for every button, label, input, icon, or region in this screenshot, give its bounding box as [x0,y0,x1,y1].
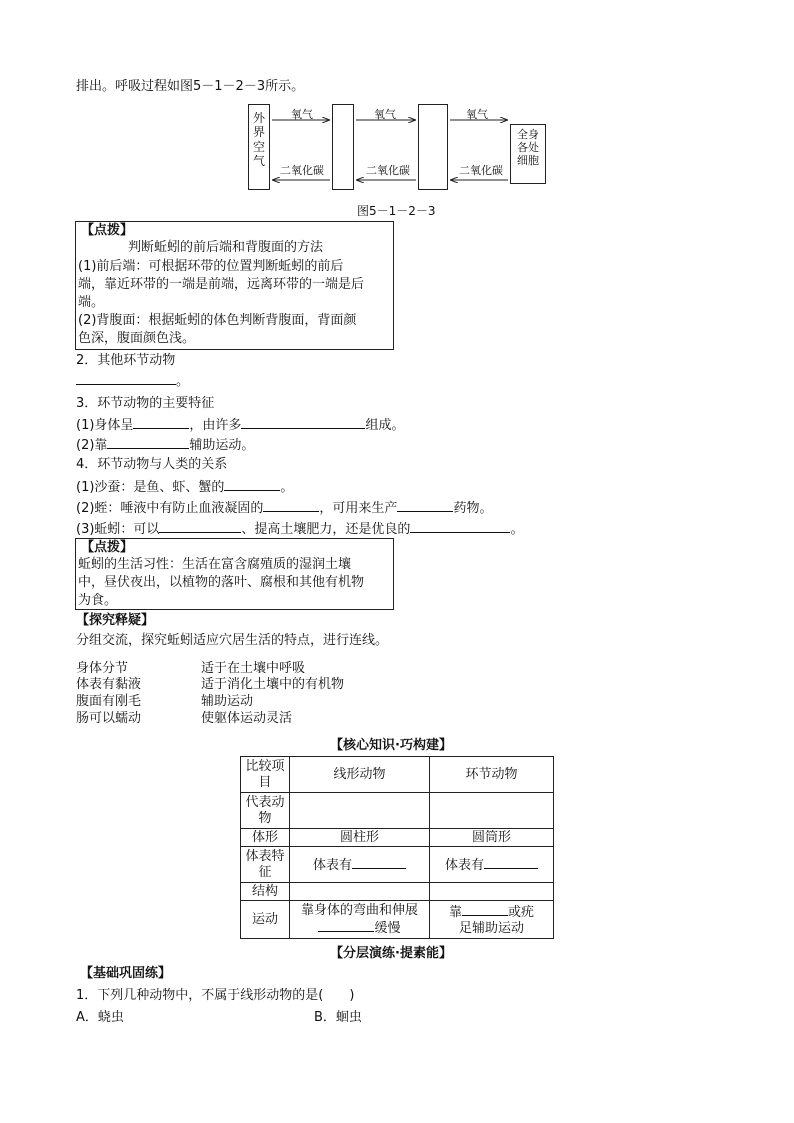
sec4-l3-text-c: 。 [510,522,524,537]
outside-air-label: 外界空气 [252,111,265,169]
match-right-3[interactable]: 辅助运动 [201,694,254,709]
explore-instruction: 分组交流，探究蚯蚓适应穴居生活的特点，进行连线。 [76,633,389,648]
match-right-1[interactable]: 适于在土壤中呼吸 [201,661,306,676]
sec4-l1-text-a: (1)沙蚕：是鱼、虾、蟹的 [76,480,225,495]
cell-annelid-structure[interactable] [430,883,554,901]
question-1: 1．下列几种动物中，不属于线形动物的是( ) [76,988,355,1003]
header-cell-nematode: 线形动物 [290,757,430,793]
row-label-structure: 结构 [241,883,290,901]
motion-b-text-b: 或疣 [508,904,535,920]
tip2-line-2: 中，昼伏夜出，以植物的落叶、腐根和其他有机物 [78,575,365,590]
sec3-title: 3．环节动物的主要特征 [76,396,215,411]
sec4-line-1 [76,478,293,496]
table-row [241,829,554,847]
explore-heading: 【探究释疑】 [76,613,155,628]
co2-label-2: 二氧化碳 [366,164,410,177]
core-heading: 【核心知识·巧构建】 [330,738,452,753]
cell-nematode-shape: 圆柱形 [290,829,430,847]
header-cell-item: 比较项目 [241,757,290,793]
tip2-line-1: 蚯蚓的生活习性：生活在富含腐殖质的湿润土壤 [78,557,352,572]
practice-subheading: 【基础巩固练】 [80,966,172,981]
sec4-l2-text-c: 药物。 [453,501,493,516]
row-label-surface: 体表特征 [241,847,290,883]
sec3-l2-text-b: 辅助运动。 [189,438,255,453]
sec4-l3-text-a: (3)蚯蚓：可以 [76,522,160,537]
oxygen-label-1: 氧气 [291,108,313,121]
sec4-l1-text-b: 。 [280,480,294,495]
cell-nematode-motion [290,901,430,939]
cell-annelid-surface [430,847,554,883]
match-left-4[interactable]: 肠可以蠕动 [76,711,142,726]
motion-blank-a[interactable] [318,919,374,932]
match-left-3[interactable]: 腹面有刚毛 [76,694,142,709]
surface-blank-b[interactable] [484,856,538,869]
sec4-l3-text-b: 、提高土壤肥力，还是优良的 [241,522,411,537]
match-left-2[interactable]: 体表有黏液 [76,677,142,692]
sec3-l1-text-c: 组成。 [365,418,405,433]
cell-annelid-motion [430,901,554,939]
match-left-1[interactable]: 身体分节 [76,661,129,676]
sec3-line-1 [76,416,404,434]
motion-blank-b[interactable] [462,903,508,916]
tip1-line-2: 端，靠近环带的一端是前端，远离环带的一端是后 [78,277,365,292]
sec2-end: 。 [176,374,190,389]
tip1-line-4: (2)背腹面：根据蚯蚓的体色判断背腹面，背面颜 [78,313,357,328]
sec4-blank-2[interactable] [263,499,319,512]
diagram-arrows [0,0,794,220]
motion-b-text-a: 靠 [448,904,462,920]
sec3-line-2 [76,436,254,454]
sec4-blank-5[interactable] [410,520,510,533]
table-row [241,793,554,829]
tip2-line-3: 为食。 [78,593,118,608]
match-right-4[interactable]: 使躯体运动灵活 [201,711,293,726]
sec4-line-2 [76,499,492,517]
sec3-l1-text-b: ，由许多 [189,418,242,433]
tip1-line-1: (1)前后端：可根据环带的位置判断蚯蚓的前后 [78,259,344,274]
sec2-title: 2．其他环节动物 [76,353,176,368]
table-row [241,883,554,901]
option-a[interactable]: A．蛲虫 [76,1010,124,1025]
surface-text-a: 体表有 [312,857,352,873]
tip1-title: 判断蚯蚓的前后端和背腹面的方法 [128,240,324,255]
diagram-caption: 图5－1－2－3 [357,204,436,218]
tip1-line-5: 色深，腹面颜色浅。 [78,331,196,346]
body-cells-label: 全身各处细胞 [517,128,539,168]
match-right-2[interactable]: 适于消化土壤中的有机物 [201,677,345,692]
practice-heading: 【分层演练·提素能】 [330,946,452,961]
surface-blank-a[interactable] [352,856,406,869]
tip1-heading: 【点拨】 [81,223,134,238]
row-label-motion: 运动 [241,901,290,939]
option-b[interactable]: B．蛔虫 [314,1010,362,1025]
sec4-blank-4[interactable] [159,520,241,533]
tip-box-2 [75,538,394,610]
table-row [241,847,554,883]
sec4-blank-1[interactable] [224,478,280,491]
sec3-l1-text-a: (1)身体呈 [76,418,134,433]
sec4-title: 4．环节动物与人类的关系 [76,457,228,472]
co2-label-1: 二氧化碳 [280,164,324,177]
surface-text-b: 体表有 [444,857,484,873]
cell-nematode-surface [290,847,430,883]
cell-nematode-representative[interactable] [290,793,430,829]
cell-annelid-representative[interactable] [430,793,554,829]
tip1-line-3: 端。 [78,295,105,310]
oxygen-label-2: 氧气 [374,108,396,121]
cell-nematode-structure[interactable] [290,883,430,901]
sec3-l2-text-a: (2)靠 [76,438,108,453]
tip2-heading: 【点拨】 [81,540,134,555]
table-row [241,757,554,793]
sec4-line-3 [76,520,523,538]
row-label-representative: 代表动物 [241,793,290,829]
oxygen-label-3: 氧气 [466,108,488,121]
comparison-table [240,756,554,939]
cell-annelid-shape: 圆筒形 [430,829,554,847]
sec3-blank-segments[interactable] [241,416,365,429]
table-row [241,901,554,939]
co2-label-3: 二氧化碳 [459,164,503,177]
row-label-shape: 体形 [241,829,290,847]
header-cell-annelid: 环节动物 [430,757,554,793]
intro-line: 排出。呼吸过程如图5－1－2－3所示。 [76,79,305,94]
sec3-blank-shape[interactable] [133,416,189,429]
sec4-blank-3[interactable] [397,499,453,512]
motion-a-line-1: 靠身体的弯曲和伸展 [300,902,418,918]
sec4-l2-text-a: (2)蛭：唾液中有防止血液凝固的 [76,501,264,516]
motion-b-line-2: 足辅助运动 [458,920,524,936]
sec2-blank[interactable] [76,372,176,385]
motion-a-line-2: 缓慢 [374,920,401,936]
sec4-l2-text-b: ，可用来生产 [319,501,398,516]
sec3-blank-motion[interactable] [107,436,189,449]
sec2-answer-line [76,372,189,390]
tip-box-1 [75,221,394,350]
